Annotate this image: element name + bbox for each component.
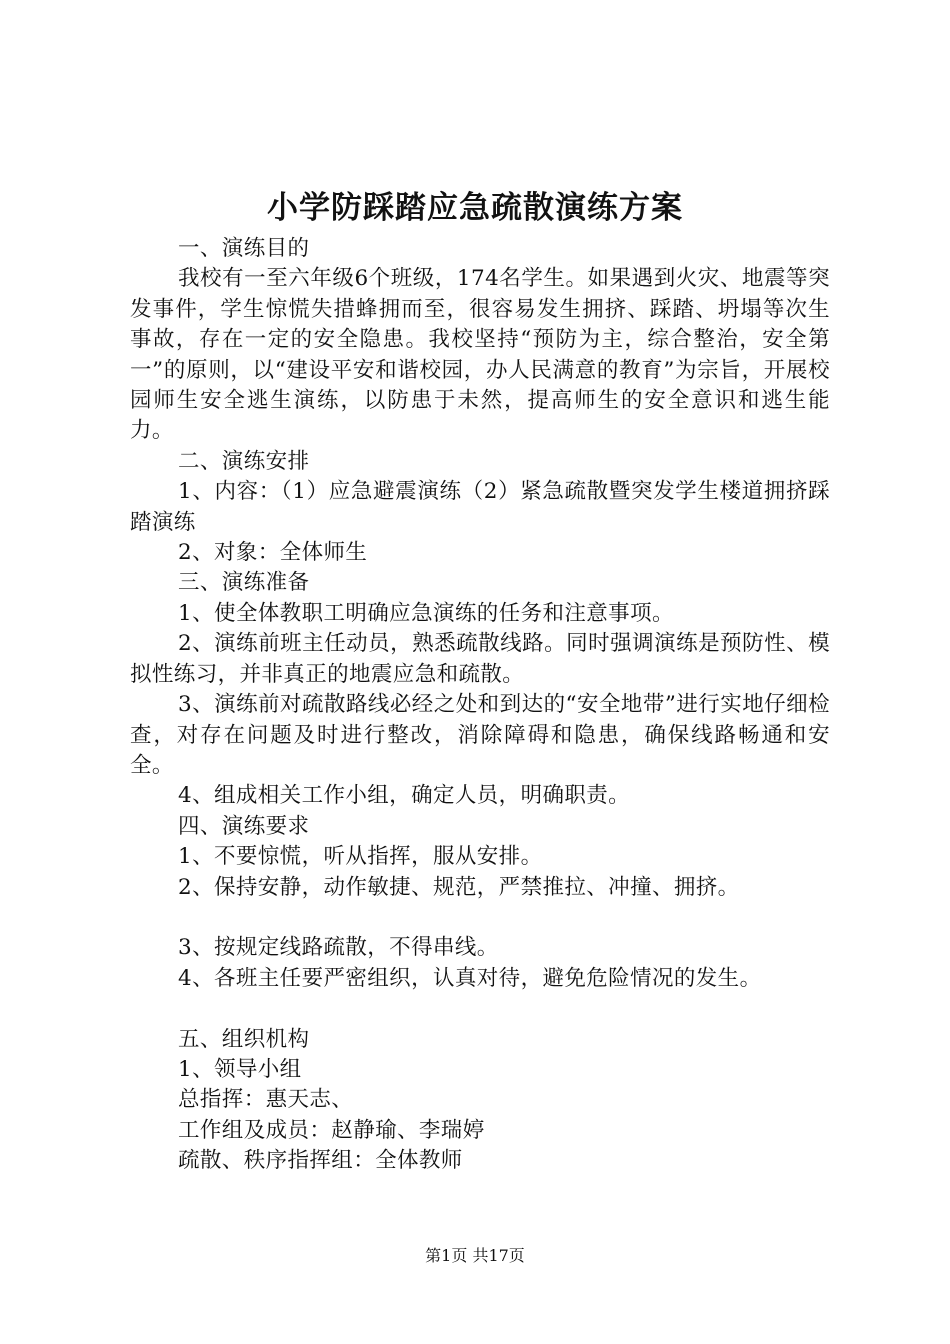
paragraph: 工作组及成员：赵静瑜、李瑞婷	[178, 1117, 485, 1143]
paragraph: 1、使全体教职工明确应急演练的任务和注意事项。	[178, 600, 674, 626]
paragraph: 1、内容：（1）应急避震演练（2）紧急疏散暨突发学生楼道拥挤踩踏演练	[130, 479, 830, 535]
paragraph: 2、演练前班主任动员，熟悉疏散线路。同时强调演练是预防性、模拟性练习，并非真正的地震应急和疏散。	[130, 631, 830, 687]
paragraph: 4、组成相关工作小组，确定人员，明确职责。	[178, 783, 631, 809]
section-heading: 二、演练安排	[178, 448, 310, 474]
section-heading: 三、演练准备	[178, 570, 310, 596]
document-title: 小学防踩踏应急疏散演练方案	[267, 190, 683, 226]
paragraph: 3、按规定线路疏散，不得串线。	[178, 935, 499, 961]
paragraph: 疏散、秩序指挥组：全体教师	[178, 1148, 463, 1174]
paragraph: 4、各班主任要严密组织，认真对待，避免危险情况的发生。	[178, 965, 762, 991]
document-body	[130, 234, 830, 1177]
paragraph: 2、保持安静，动作敏捷、规范，严禁推拉、冲撞、拥挤。	[178, 874, 740, 900]
paragraph: 我校有一至六年级6个班级，174名学生。如果遇到火灾、地震等突发事件，学生惊慌失措蜂拥而至，很容易发生拥挤、踩踏、坍塌等次生事故，存在一定的安全隐患。我校坚持“预防为主，综合整治，安全第一”的原则，以“建设平安和谐校园，办人民满意的教育”为宗旨，开展校园师生安全逃生演练，以防患于未然，提高师生的安全意识和逃生能力。	[130, 266, 830, 444]
paragraph: 1、不要惊慌，听从指挥，服从安排。	[178, 844, 543, 870]
paragraph: 1、领导小组	[178, 1056, 302, 1082]
page-number: 第1页 共17页	[425, 1246, 525, 1265]
paragraph: 总指挥：惠天志、	[178, 1087, 354, 1113]
paragraph: 3、演练前对疏散路线必经之处和到达的“安全地带”进行实地仔细检查，对存在问题及时进行整改，消除障碍和隐患，确保线路畅通和安全。	[130, 692, 830, 778]
section-heading: 五、组织机构	[178, 1026, 310, 1052]
section-heading: 四、演练要求	[178, 813, 310, 839]
paragraph: 2、对象：全体师生	[178, 540, 368, 566]
section-heading: 一、演练目的	[178, 236, 310, 261]
